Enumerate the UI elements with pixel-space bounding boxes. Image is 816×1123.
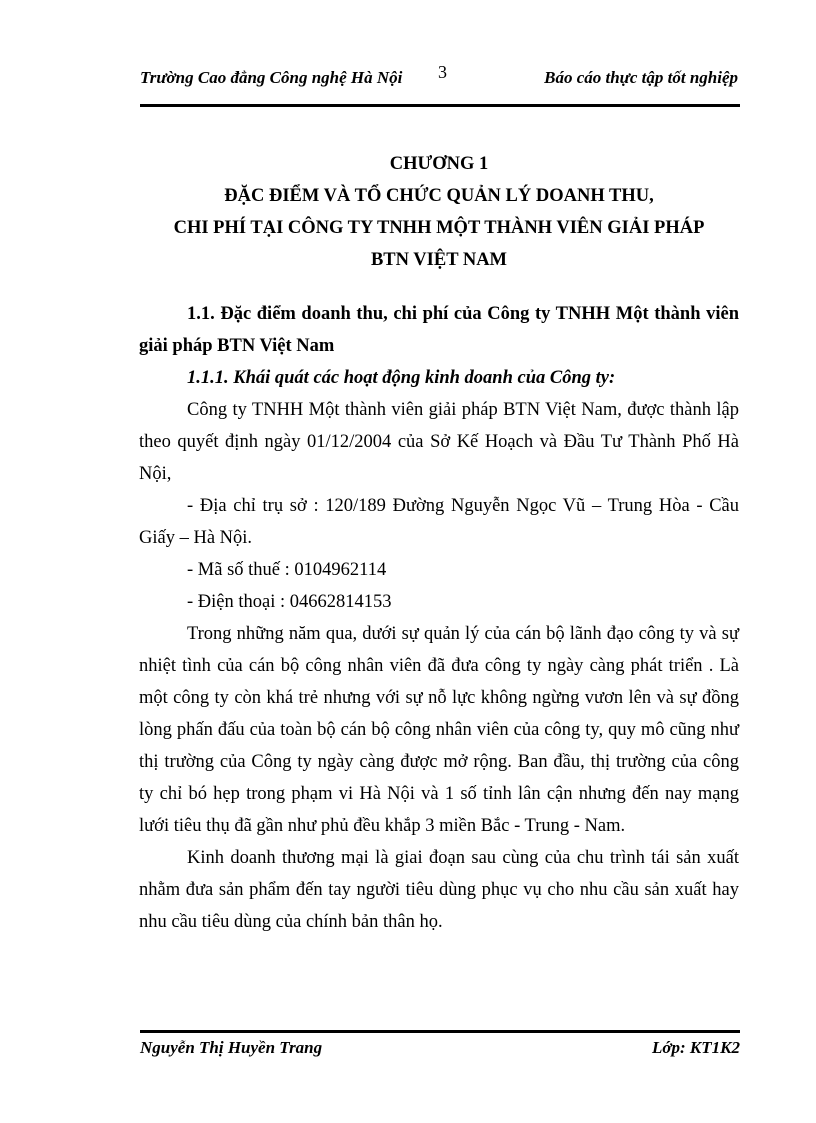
page-header [140,62,738,92]
school-name: Trường Cao đẳng Công nghệ Hà Nội [140,68,403,87]
commerce-paragraph: Kinh doanh thương mại là giai đoạn sau cùng của chu trình tái sản xuất nhằm đưa sản phẩm đến tay người tiêu dùng phục vụ cho nhu cầu sản xuất hay nhu cầu tiêu dùng của chính bản thân họ. [139,848,739,932]
phone-line: - Điện thoại : 04662814153 [187,592,392,612]
address-line: - Địa chỉ trụ sở : 120/189 Đường Nguyễn Ngọc Vũ – Trung Hòa - Cầu Giấy – Hà Nội. [139,496,739,548]
report-type: Báo cáo thực tập tốt nghiệp [544,68,738,87]
chapter-number: CHƯƠNG 1 [389,154,489,174]
class-label: Lớp: KT1K2 [652,1038,740,1057]
chapter-title-block [139,148,739,276]
chapter-title-line-1: ĐẶC ĐIỂM VÀ TỔ CHỨC QUẢN LÝ DOANH THU, [224,186,654,206]
subsection-heading: 1.1.1. Khái quát các hoạt động kinh doanh của Công ty: [187,368,616,388]
chapter-title-line-2: CHI PHÍ TẠI CÔNG TY TNHH MỘT THÀNH VIÊN GIẢI PHÁP [173,218,705,238]
intro-paragraph: Công ty TNHH Một thành viên giải pháp BTN Việt Nam, được thành lập theo quyết định ngày 01/12/2004 của Sở Kế Hoạch và Đầu Tư Thành Phố Hà Nội, [139,400,739,484]
footer-divider [140,1030,740,1033]
page-body [139,148,739,938]
author-name: Nguyễn Thị Huyền Trang [140,1038,323,1057]
chapter-title-line-3: BTN VIỆT NAM [370,250,508,270]
tax-code-line: - Mã số thuế : 0104962114 [187,560,387,580]
page-number: 3 [438,62,447,82]
growth-paragraph: Trong những năm qua, dưới sự quản lý của cán bộ lãnh đạo công ty và sự nhiệt tình của cán bộ công nhân viên đã đưa công ty ngày càng phát triển . Là một công ty còn khá trẻ nhưng với sự nỗ lực không ngừng vươn lên và sự đồng lòng phấn đấu của toàn bộ cán bộ công nhân viên của công ty, quy mô cũng như thị trường của Công ty ngày càng được mở rộng. Ban đầu, thị trường của công ty chỉ bó hẹp trong phạm vi Hà Nội và 1 số tỉnh lân cận nhưng đến nay mạng lưới tiêu thụ đã gần như phủ đều khắp 3 miền Bắc - Trung - Nam. [139,624,739,836]
section-heading: 1.1. Đặc điểm doanh thu, chi phí của Công ty TNHH Một thành viên giải pháp BTN Việt Nam [139,304,739,356]
header-divider [140,104,740,107]
page-footer [140,1038,740,1062]
